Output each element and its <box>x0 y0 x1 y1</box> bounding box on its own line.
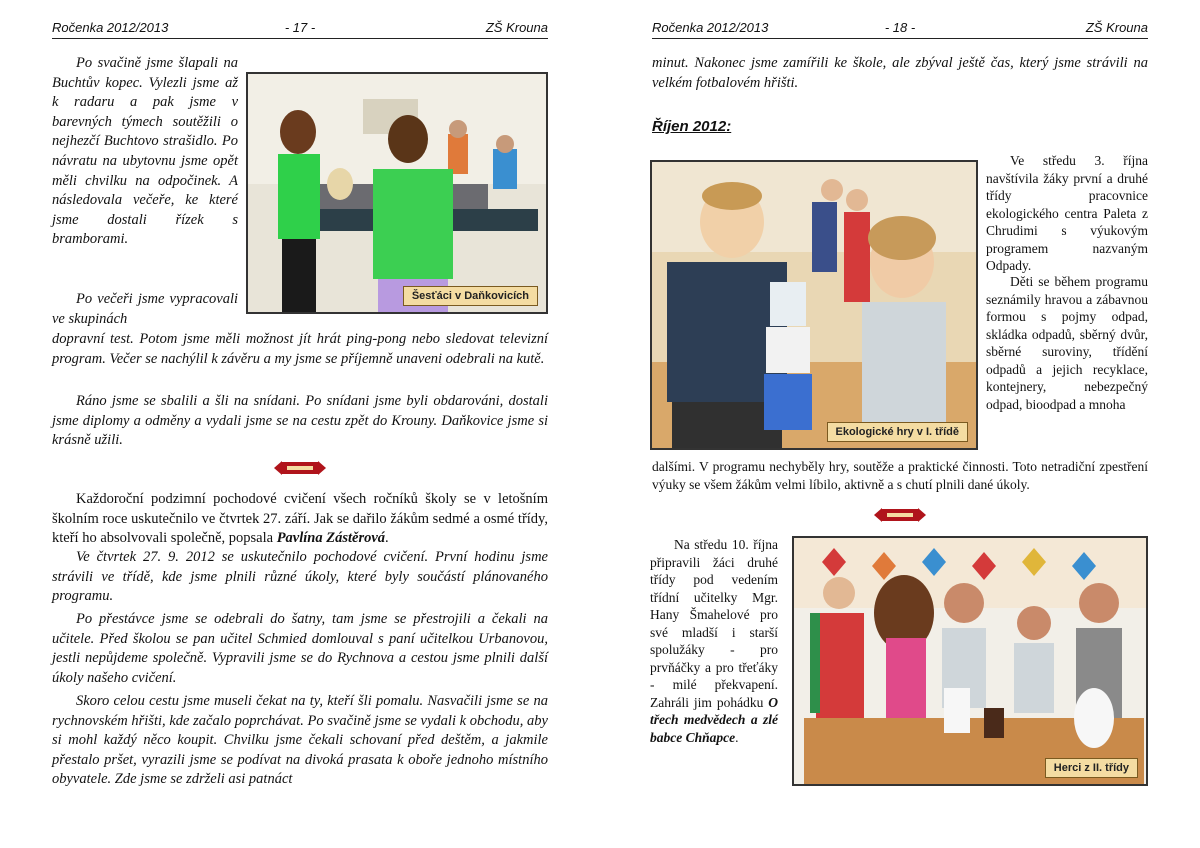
page-header <box>52 20 548 39</box>
page-number: - 17 - <box>284 20 316 35</box>
page-number: - 18 - <box>884 20 916 35</box>
page-header <box>652 20 1148 39</box>
paragraph-vecere: Po večeři jsme vypracovali ve skupinách <box>52 291 238 327</box>
actors-photo-icon <box>794 538 1146 784</box>
photo-caption: Šesťáci v Daňkovicích <box>403 286 538 306</box>
eco-games-photo-icon <box>652 162 976 448</box>
photo-danakovice <box>246 72 548 314</box>
paragraph-dopravni-test: dopravní test. Potom jsme měli možnost jít hrát ping-pong nebo sledovat televizní program. Večer se nachýlil k závěru a my jsme se příjemně unaveni odebrali na kutě. <box>52 331 548 367</box>
photo-herci <box>792 536 1148 786</box>
paragraph-pochodove-cviceni: Ve čtvrtek 27. 9. 2012 se uskutečnilo pochodové cvičení. První hodinu jsme strávili ve třídě, kde jsme plnili různé úkoly, které byly součástí plánovaného programu. <box>52 549 548 605</box>
intro-end: . <box>385 530 389 547</box>
right-page <box>600 0 1200 848</box>
ornament-divider-icon <box>874 507 926 523</box>
pohadka-text: Na středu 10. října připravili žáci druhé třídy pod vedením třídní učitelky Mgr. Hany Šmahelové pro své mladší i starší spolužáky - pro prvňáčky a pro třeťáky - milé překvapení. Zahráli jim pohádku <box>650 537 778 710</box>
paragraph-intro-pochod <box>52 490 548 549</box>
ping-pong-photo-icon <box>248 74 546 312</box>
pohadka-end: . <box>735 729 739 745</box>
photo-caption: Ekologické hry v I. třídě <box>827 422 969 442</box>
paragraph-pohadka <box>650 536 778 746</box>
header-title: Ročenka 2012/2013 <box>52 20 169 35</box>
heading-colon: : <box>726 118 732 135</box>
ornament-divider-icon <box>274 460 326 476</box>
intro-author: Pavlína Zástěrová <box>276 530 386 547</box>
paragraph-odpady: Děti se během programu seznámily hravou a zábavnou formou s pojmy odpad, skládka odpadů, sběrný dvůr, sběrné suroviny, třídění odpadů a jejich recyklace, kontejnery, nebezpečný odpad, bioodpad a mnoha <box>986 274 1148 412</box>
paragraph-rano: Ráno jsme se sbalili a šli na snídani. Po snídani jsme byli obdarováni, dostali jsme diplomy a odměny a vydali jsme se na cestu zpět do Krouny. Daňkovice jsme si krásně užili. <box>52 393 548 449</box>
photo-ekologicke-hry <box>650 160 978 450</box>
section-heading-rijen <box>652 118 731 135</box>
header-title: Ročenka 2012/2013 <box>652 20 769 35</box>
paragraph-buchtuv-kopec: Po svačině jsme šlapali na Buchtův kopec. Vylezli jsme až k radaru a pak jsme v barevných týmech soutěžili o nejhezčí Buchtovo strašidlo. Po návratu na ubytovnu jsme opět měli chvilku na odpočinek. A následovala večeře, ke které jsme dostali řízek s bramborami. <box>52 55 238 248</box>
paragraph-paleta: Ve středu 3. října navštívila žáky první a druhé třídy pracovnice ekologického centra Paleta z Chrudimi s výukovým programem nazvaným Odpady. <box>986 153 1148 273</box>
header-school: ZŠ Krouna <box>1085 20 1148 35</box>
pohadka-title: O třech medvědech a zlé babce Chňapce <box>650 694 778 745</box>
intro-text: Každoroční podzimní pochodové cvičení všech ročníků školy se v letošním školním roce uskutečnilo ve čtvrtek 27. září. Jak se dařilo žákům sedmé a osmé třídy, kteří ho absolvovali společně, popsala <box>52 491 548 547</box>
paragraph-fotbal: minut. Nakonec jsme zamířili ke škole, ale zbýval ještě čas, který jsme strávili na velkém fotbalovém hřišti. <box>652 55 1148 91</box>
paragraph-prestavka: Po přestávce jsme se odebrali do šatny, tam jsme se přestrojili a čekali na učitele. Před školou se pan učitel Schmied domlouval s paní učitelkou Urbanovou, jestli nepůjdeme společně. Vypravili jsme se do Rychnova a cestou jsme plnili další úkoly našeho cvičení. <box>52 611 548 686</box>
heading-text: Říjen 2012 <box>652 118 727 135</box>
paragraph-program: dalšími. V programu nechyběly hry, soutěže a praktické činnosti. Toto netradiční zpestření výuky se všem žákům velmi líbilo, aktivně a s chutí plnili dané úkoly. <box>652 459 1148 492</box>
photo-caption: Herci z II. třídy <box>1045 758 1138 778</box>
header-school: ZŠ Krouna <box>485 20 548 35</box>
paragraph-cesta: Skoro celou cestu jsme museli čekat na ty, kteří šli pomalu. Nasvačili jsme se na rychnovském hřišti, kde začalo poprchávat. Po svačině jsme se vydali k obchodu, aby si mohl každý něco koupit. Chvilku jsme čekali schovaní před deštěm, a jakmile přestalo pršet, vyrazili jsme se podívat na divoká prasata k oboře jednoho místního obyvatele. Zde jsme se zdrželi asi patnáct <box>52 693 548 788</box>
